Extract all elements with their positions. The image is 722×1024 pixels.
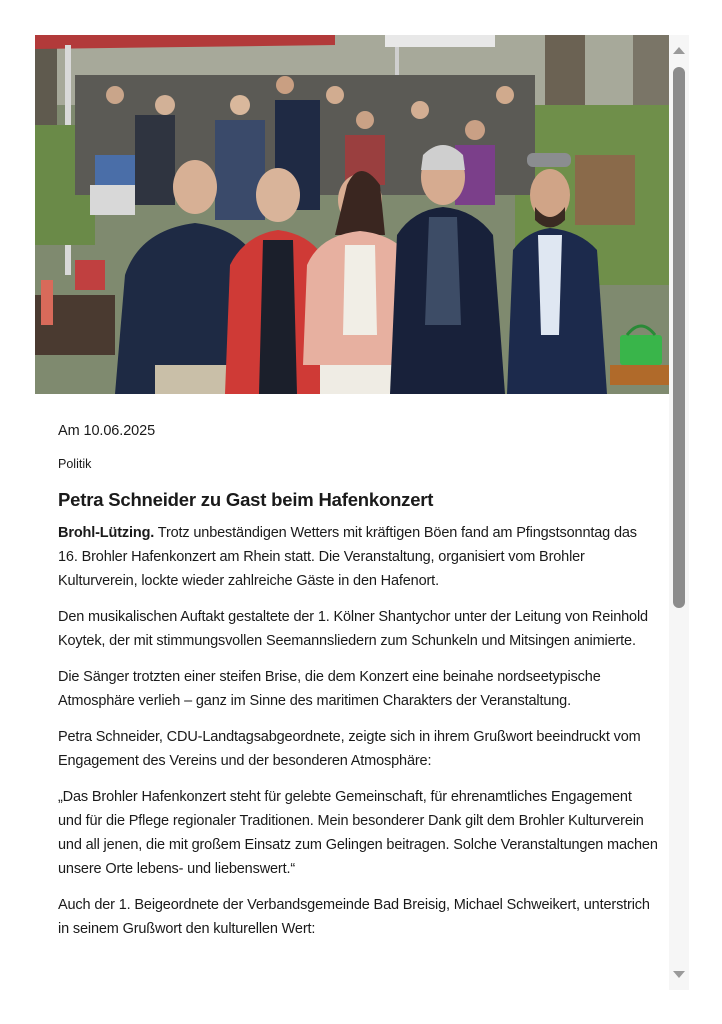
article-headline: Petra Schneider zu Gast beim Hafenkonzert xyxy=(58,489,434,510)
article-paragraph-2: Den musikalischen Auftakt gestaltete der 1. Kölner Shantychor unter der Leitung von Reinhold Koytek, der mit stimmungsvollen Seemannsliedern zum Schunkeln und Mitsingen animierte. xyxy=(58,609,648,649)
article-photo-illustration xyxy=(35,35,669,394)
article-photo xyxy=(35,35,669,394)
article-paragraph-3: Die Sänger trotzten einer steifen Brise, die dem Konzert eine beinahe nordseetypische Atmosphäre verlieh – ganz im Sinne des maritimen Charakters der Veranstaltung. xyxy=(58,669,601,709)
article-paragraph-4: Petra Schneider, CDU-Landtagsabgeordnete, zeigte sich in ihrem Grußwort beeindruckt vom Engagement des Vereins und der besonderen Atmosphäre: xyxy=(58,729,641,769)
article-content xyxy=(58,423,658,953)
article-paragraph-5: „Das Brohler Hafenkonzert steht für gelebte Gemeinschaft, für ehrenamtliches Engagement und für die Pflege regionaler Traditionen. Mein besonderer Dank gilt dem Brohler Kulturverein und all jenen, die mit großem Einsatz zum Gelingen beitragen. Solche Veranstaltungen machen unsere Orte lebens- und liebenswert.“ xyxy=(58,789,658,877)
article-paragraph-1 xyxy=(58,521,658,593)
vertical-scrollbar[interactable] xyxy=(669,35,689,990)
scrollbar-thumb[interactable] xyxy=(673,67,685,608)
article-paragraph-6: Auch der 1. Beigeordnete der Verbandsgemeinde Bad Breisig, Michael Schweikert, unterstrich in seinem Grußwort den kulturellen Wert: xyxy=(58,897,650,937)
article-frame xyxy=(35,35,690,990)
article-lead-location: Brohl-Lützing. xyxy=(58,525,155,541)
scroll-down-arrow-icon[interactable] xyxy=(673,971,685,978)
article-date: Am 10.06.2025 xyxy=(58,423,156,439)
article-paragraph-1-text: Trotz unbeständigen Wetters mit kräftigen Böen fand am Pfingstsonntag das 16. Brohler Hafenkonzert am Rhein statt. Die Veranstaltung, organisiert vom Brohler Kulturverein, lockte wieder zahlreiche Gäste in den Hafenort. xyxy=(58,525,637,589)
scroll-up-arrow-icon[interactable] xyxy=(673,47,685,54)
article-category: Politik xyxy=(58,457,92,471)
